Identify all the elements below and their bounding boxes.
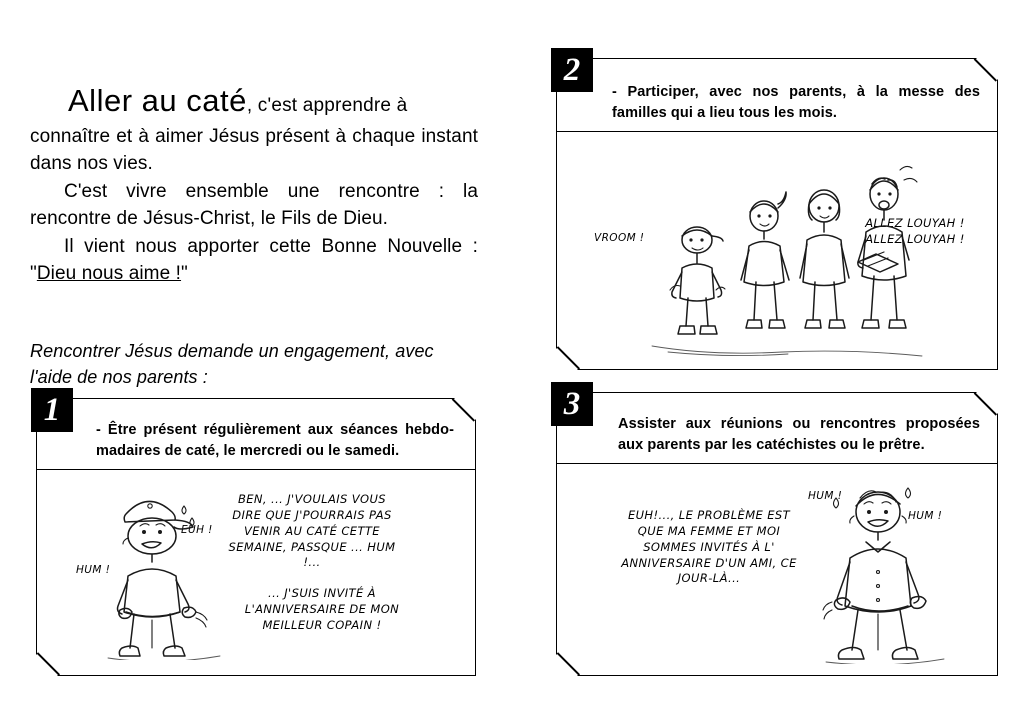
intro-paragraph-3 [30, 233, 478, 288]
balloon-euh: EUH ! [181, 524, 213, 536]
balloon-hum-right: HUM ! [908, 510, 943, 522]
panel-2 [556, 52, 998, 370]
headline [30, 82, 478, 121]
panel-3-number: 3 [551, 382, 593, 426]
balloon-hum-left: HUM ! [808, 490, 843, 502]
panel-3-title: Assister aux réunions ou rencontres proposées aux parents par les catéchistes ou le prêtre. [618, 416, 980, 453]
balloon-vroom: VROOM ! [594, 232, 645, 244]
boy-with-cap-illustration [98, 480, 228, 660]
panel-2-body [556, 132, 998, 370]
panel-3-body [556, 464, 998, 676]
balloon-speech-main: BEN, ... J'VOULAIS VOUS DIRE QUE J'POURRAIS PAS VENIR AU CATÉ CETTE SEMAINE, PASSQUE ... HUM !... [228, 492, 396, 570]
balloon-chant: ALLEZ LOUYAH ! ALLEZ LOUYAH ! [865, 216, 965, 246]
balloon-hum-left: HUM ! [76, 564, 111, 576]
engagement-note: Rencontrer Jésus demande un engagement, avec l'aide de nos parents : [30, 341, 434, 388]
panel-1-body [36, 470, 476, 676]
headline-rest: , c'est apprendre à [246, 95, 408, 116]
panel-2-number: 2 [551, 48, 593, 92]
intro-paragraph-1: connaître et à aimer Jésus présent à chaque instant dans nos vies. [30, 125, 478, 175]
family-group-illustration [644, 160, 934, 358]
intro-paragraph-3-pre: Il vient nous apporter cette Bonne Nouvelle : " [30, 235, 478, 285]
intro-paragraph-3-underlined: Dieu nous aime ! [36, 263, 182, 285]
balloon-speech-main: EUH!..., LE PROBLÈME EST QUE MA FEMME ET MOI SOMMES INVITÉS À L' ANNIVERSAIRE D'UN AMI, CE JOUR-LÀ... [621, 508, 797, 586]
intro-paragraph-3-post: " [181, 263, 188, 285]
intro-paragraph-2: C'est vivre ensemble une rencontre : la rencontre de Jésus-Christ, le Fils de Dieu. [30, 180, 478, 230]
panel-1 [36, 392, 476, 676]
panel-1-title: - Être présent régulièrement aux séances hebdo-madaires de caté, le mercredi ou le samedi. [96, 422, 454, 459]
man-embarrassed-illustration [818, 472, 948, 664]
balloon-speech-second: ... J'SUIS INVITÉ À L'ANNIVERSAIRE DE MON MEILLEUR COPAIN ! [244, 586, 400, 632]
headline-main: Aller au caté [68, 83, 247, 118]
panel-2-title: - Participer, avec nos parents, à la messe des familles qui a lieu tous les mois. [612, 84, 980, 121]
intro-text-block [30, 82, 478, 288]
panel-3 [556, 386, 998, 676]
panel-1-number: 1 [31, 388, 73, 432]
